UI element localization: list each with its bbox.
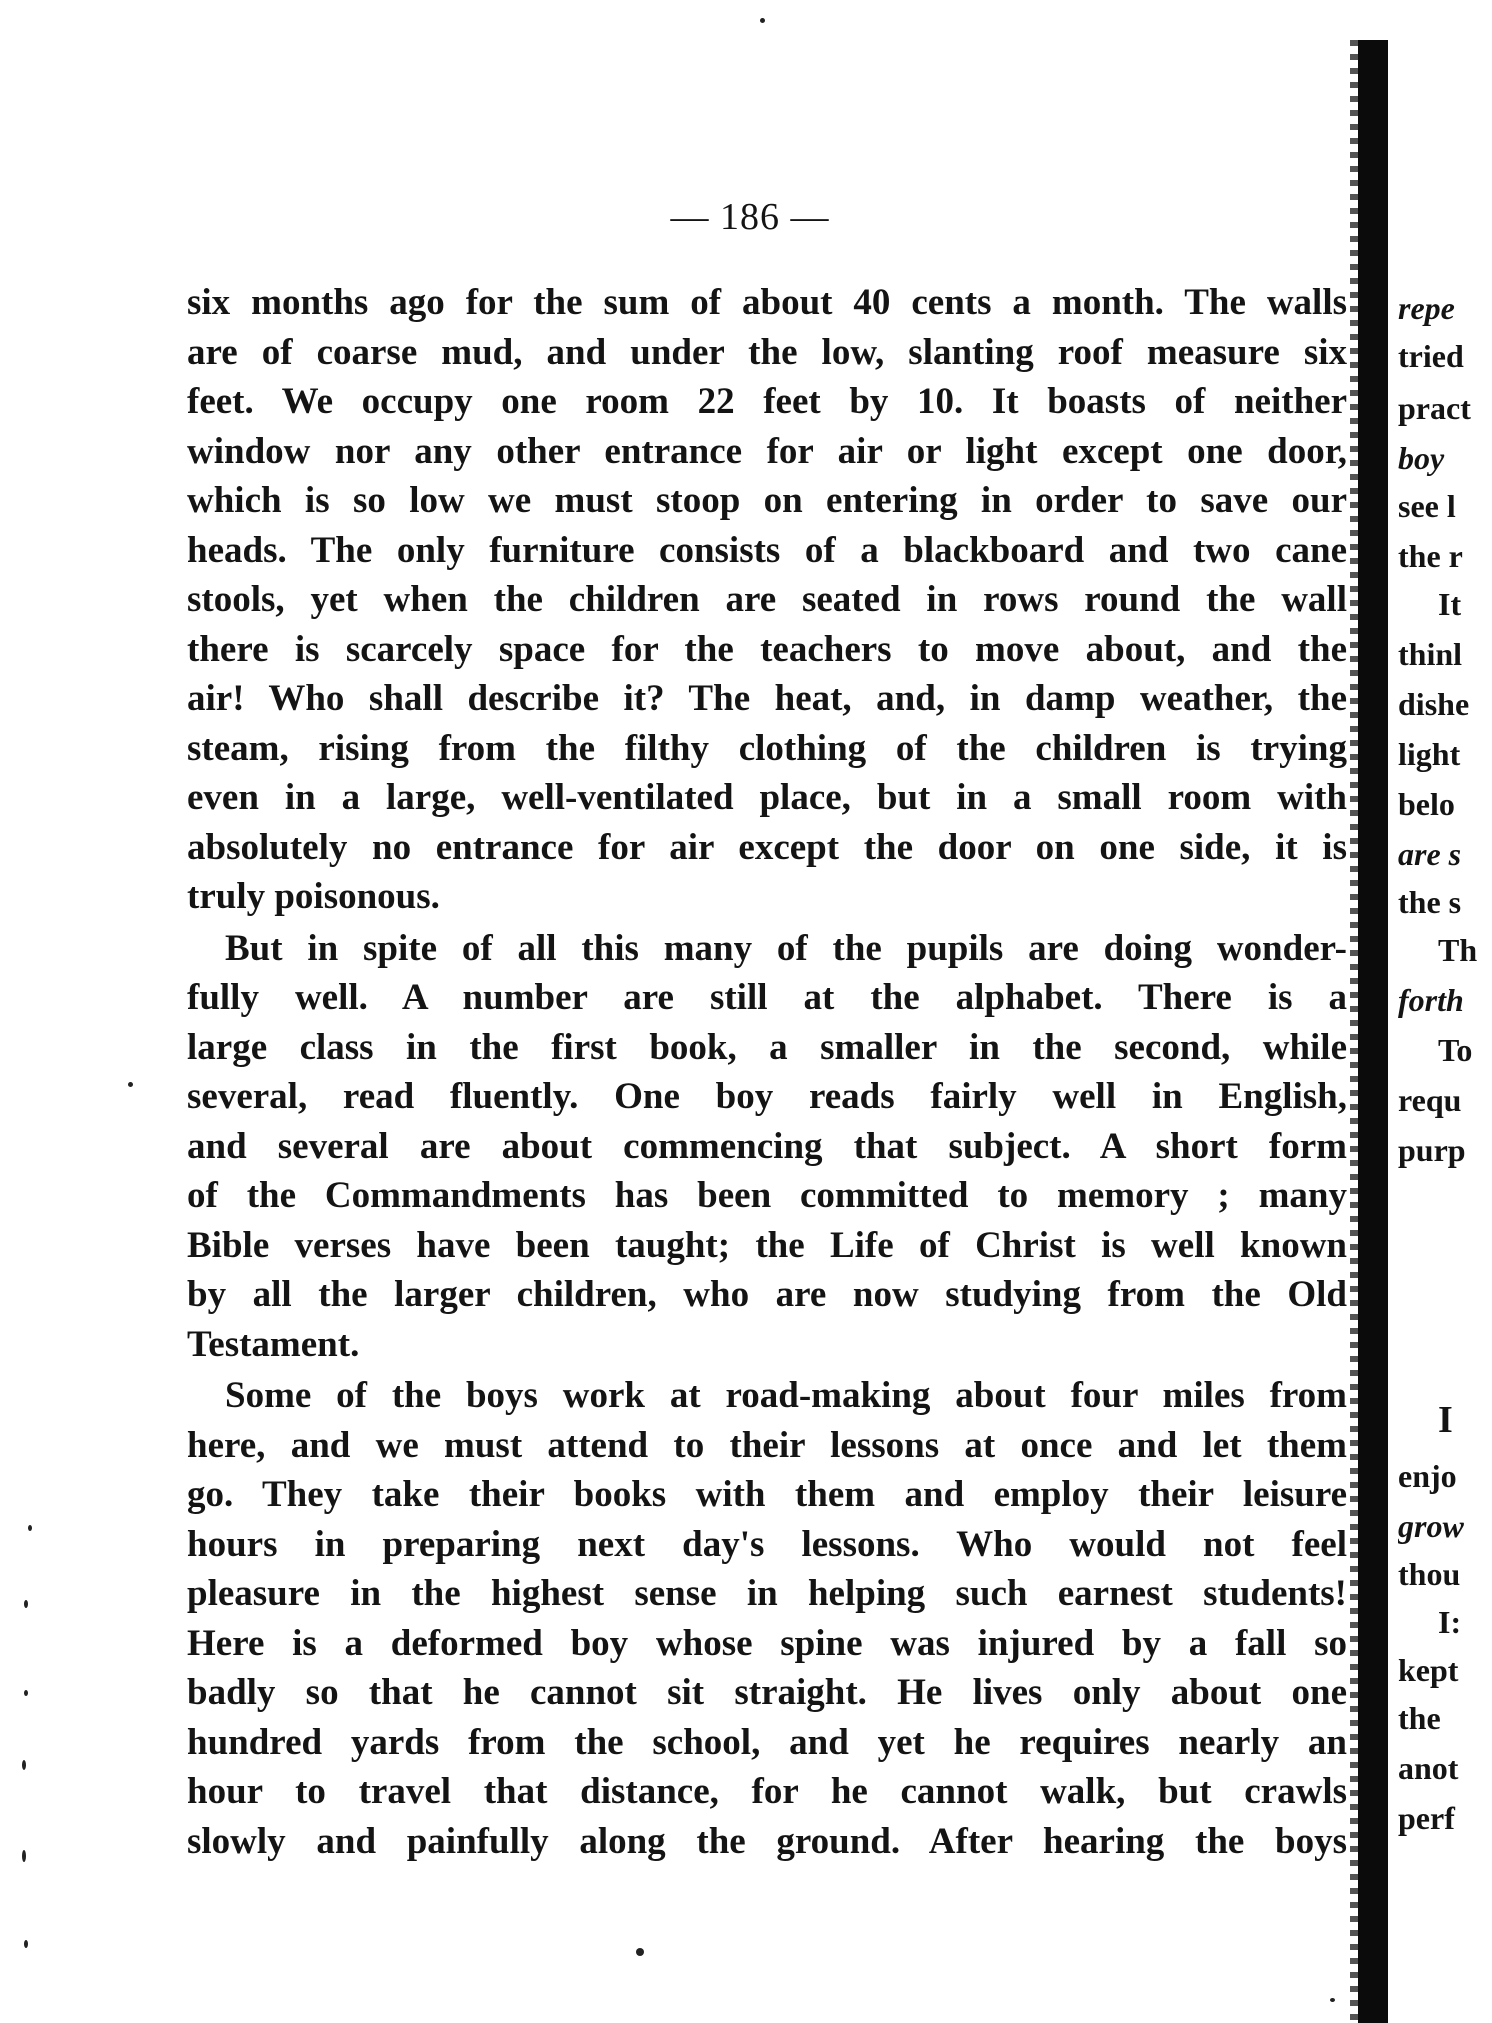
fragment: pract (1398, 390, 1471, 426)
binding-gutter (1358, 40, 1388, 2023)
scan-speck (760, 18, 765, 23)
text-line: steam, rising from the filthy clothing of the children is trying (187, 727, 1347, 769)
fragment: anot (1398, 1750, 1459, 1786)
text-line: large class in the first book, a smaller in the second, while (187, 1026, 1347, 1068)
fragment: kept (1398, 1652, 1459, 1688)
text-line: heads. The only furniture consists of a blackboard and two cane (187, 529, 1347, 571)
text-line: truly poisonous. (187, 876, 440, 917)
text-line: Here is a deformed boy whose spine was injured by a fall so (187, 1622, 1347, 1664)
fragment: boy (1398, 440, 1445, 476)
text-line: air! Who shall describe it? The heat, and, in damp weather, the (187, 678, 1347, 719)
fragment: I (1438, 1399, 1453, 1441)
fragment: light (1398, 736, 1461, 772)
scan-speck (22, 1760, 26, 1770)
scan-speck (1330, 1998, 1335, 2002)
text-line: hours in preparing next day's lessons. Who would not feel (187, 1523, 1347, 1565)
text-line: slowly and painfully along the ground. After hearing the boys (187, 1820, 1347, 1862)
fragment: thinl (1398, 636, 1463, 672)
fragment: perf (1398, 1800, 1455, 1836)
fragment: To (1438, 1032, 1473, 1068)
fragment: thou (1398, 1556, 1461, 1592)
text-line: hour to travel that distance, for he cannot walk, but crawls (187, 1771, 1347, 1812)
fragment: see l (1398, 488, 1456, 524)
text-line: go. They take their books with them and employ their leisure (187, 1474, 1347, 1515)
page-number: — 186 — (670, 196, 830, 238)
fragment: the (1398, 1700, 1441, 1736)
scan-speck (636, 1948, 644, 1956)
text-line: even in a large, well-ventilated place, but in a small room with (187, 777, 1347, 818)
text-line: of the Commandments has been committed to memory ; many (187, 1175, 1347, 1216)
scan-speck (24, 1690, 28, 1696)
fragment: repe (1398, 290, 1455, 326)
fragment: the s (1398, 884, 1462, 920)
text-line: which is so low we must stoop on entering in order to save our (187, 480, 1347, 521)
text-line: Bible verses have been taught; the Life of Christ is well known (187, 1224, 1347, 1266)
fragment: requ (1398, 1082, 1462, 1118)
text-line: But in spite of all this many of the pupils are doing wonder- (225, 927, 1347, 969)
fragment: Th (1438, 932, 1478, 968)
fragment: enjo (1398, 1458, 1457, 1494)
text-line: Testament. (187, 1323, 360, 1365)
text-line: badly so that he cannot sit straight. He lives only about one (187, 1672, 1347, 1713)
scan-speck (22, 1850, 26, 1862)
text-line: window nor any other entrance for air or light except one door, (187, 430, 1347, 472)
fragment: tried (1398, 338, 1464, 374)
text-line: absolutely no entrance for air except the door on one side, it is (187, 826, 1347, 868)
text-line: and several are about commencing that subject. A short form (187, 1125, 1347, 1167)
scan-speck (128, 1082, 133, 1087)
text-line: there is scarcely space for the teachers to move about, and the (187, 628, 1347, 670)
text-line: stools, yet when the children are seated in rows round the wall (187, 579, 1347, 620)
text-line: here, and we must attend to their lessons at once and let them (187, 1424, 1347, 1466)
fragment: purp (1398, 1132, 1466, 1168)
text-line: hundred yards from the school, and yet he requires nearly an (187, 1721, 1347, 1763)
text-line: fully well. A number are still at the alphabet. There is a (187, 977, 1347, 1018)
fragment: It (1438, 586, 1462, 622)
main-text-column (187, 278, 1347, 1866)
fragment: dishe (1398, 686, 1470, 722)
fragment: grow (1398, 1508, 1464, 1544)
fragment: forth (1398, 982, 1464, 1018)
text-line: by all the larger children, who are now studying from the Old (187, 1274, 1347, 1315)
scan-speck (24, 1940, 28, 1948)
text-line: several, read fluently. One boy reads fairly well in English, (187, 1076, 1347, 1117)
text-line: are of coarse mud, and under the low, slanting roof measure six (187, 331, 1347, 373)
fragment: are s (1398, 836, 1462, 872)
text-line: Some of the boys work at road-making about four miles from (225, 1375, 1347, 1416)
scan-speck (24, 1600, 28, 1608)
text-line: six months ago for the sum of about 40 cents a month. The walls (187, 282, 1347, 323)
fragment: the r (1398, 538, 1463, 574)
text-line: feet. We occupy one room 22 feet by 10. It boasts of neither (187, 381, 1347, 422)
facing-page-fragments (1398, 278, 1492, 1898)
scan-speck (28, 1525, 32, 1531)
fragment: I: (1438, 1604, 1462, 1640)
fragment: belo (1398, 786, 1455, 822)
text-line: pleasure in the highest sense in helping such earnest students! (187, 1573, 1347, 1614)
